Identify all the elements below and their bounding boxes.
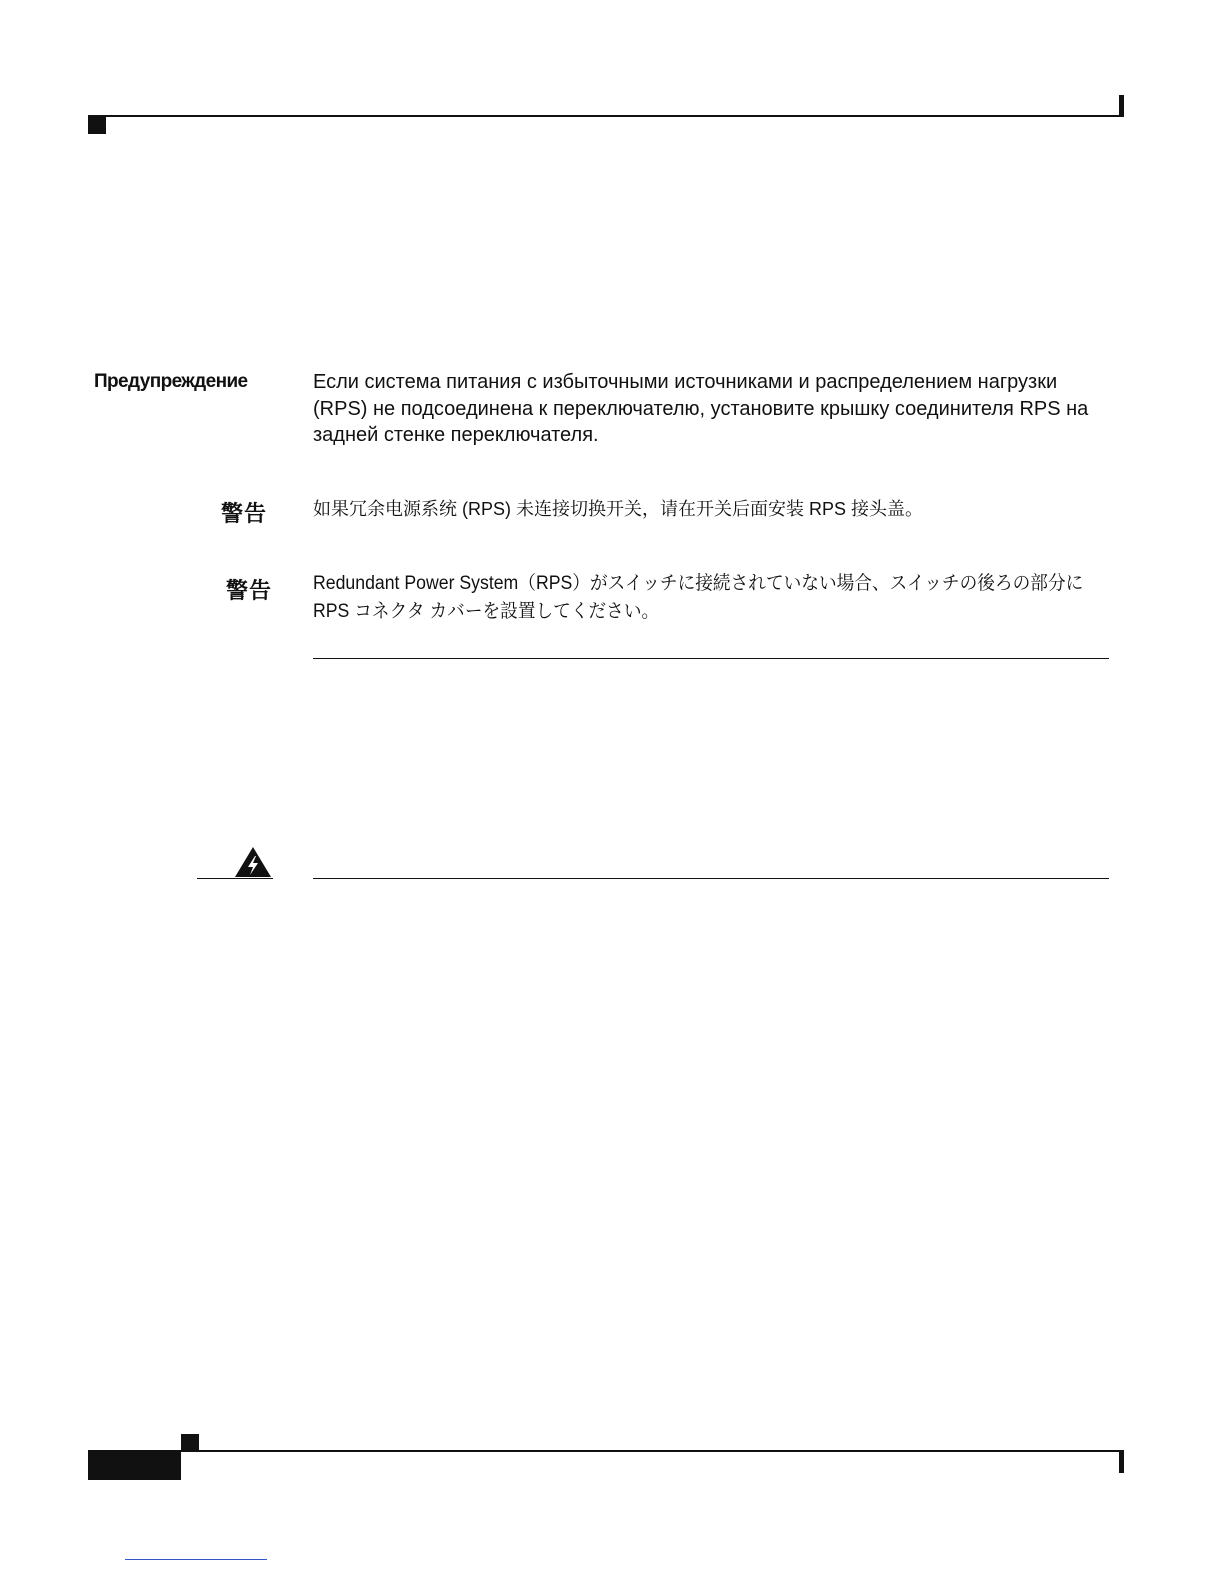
- warning-text-russian: Если система питания с избыточными источниками и распределением нагрузки (RPS) не подсоединена к переключателю, установите крышку соединителя RPS на задней стенке переключателя.: [313, 371, 1089, 446]
- header-tick: [1119, 95, 1124, 117]
- footer-rule: [88, 1450, 1124, 1452]
- icon-underline: [197, 878, 273, 879]
- footer-link-underline: [125, 1559, 267, 1560]
- header-marker: [88, 117, 106, 134]
- footer-page-tab: [88, 1452, 181, 1480]
- warning-text-chinese: 如果冗余电源系统 (RPS) 未连接切换开关，请在开关后面安装 RPS 接头盖。: [313, 499, 924, 519]
- header-rule: [88, 115, 1124, 117]
- warning-label-russian: Предупреждение: [94, 371, 248, 392]
- footer-marker: [181, 1434, 199, 1451]
- warning-label-chinese: 警告: [221, 501, 268, 526]
- warning-end-divider: [313, 658, 1109, 659]
- warning-start-divider: [313, 878, 1109, 879]
- warning-label-japanese: 警告: [226, 578, 273, 603]
- electrical-hazard-icon: [234, 846, 272, 878]
- warning-text-japanese: Redundant Power System（RPS）がスイッチに接続されていない場合、スイッチの後ろの部分に RPS コネクタ カバーを設置してください。: [313, 573, 1084, 622]
- footer-tick: [1119, 1452, 1124, 1473]
